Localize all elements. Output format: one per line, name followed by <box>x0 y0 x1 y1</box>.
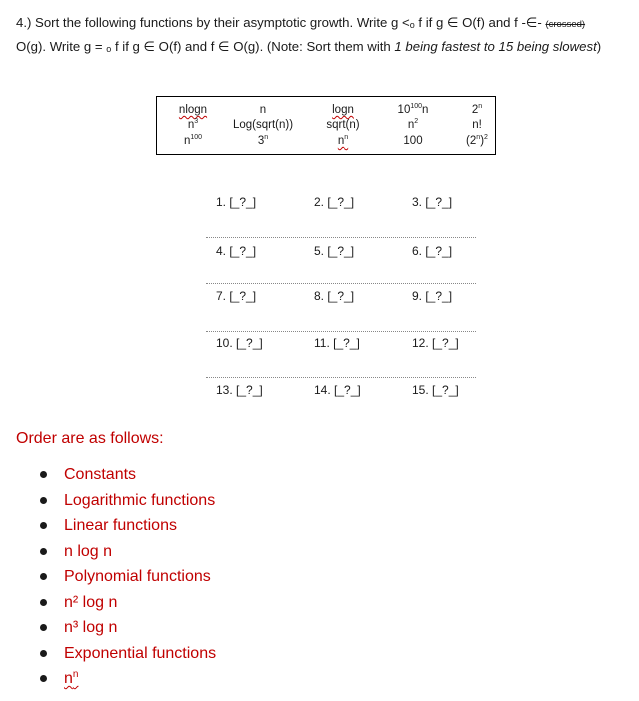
function-10-100-n: $10^{100}n$ <box>397 103 429 116</box>
ranking-slot[interactable]: 6. [_?_] <box>412 244 453 258</box>
crossed-note: (crossed) <box>545 19 586 30</box>
ranking-slot[interactable]: 15. [_?_] <box>412 383 459 397</box>
function-n100: $n^{100}$ <box>183 134 203 147</box>
ranking-slot[interactable]: 10. [_?_] <box>216 336 263 350</box>
ranking-slot[interactable]: 2. [_?_] <box>314 195 355 209</box>
function-sqrt-n: sqrt(n) <box>326 119 360 131</box>
small-o-symbol: o <box>409 20 415 30</box>
functions-table <box>156 96 496 155</box>
ranking-slot[interactable]: 13. [_?_] <box>216 383 263 397</box>
bullet-icon <box>40 522 47 529</box>
bullet-icon <box>40 675 47 682</box>
function-log-sqrt-n: Log(sqrt(n)) <box>232 119 294 131</box>
list-item: Constants <box>38 465 216 491</box>
list-item: n log n <box>38 542 216 568</box>
function-2-n: 2$^n$ <box>471 103 483 116</box>
question-line-2: O(g). Write g = $_o$ f if g ∈ O(f) and f ∈ O(g). (Note: Sort them with 1 being fastest to 15 being slowest) <box>16 39 602 54</box>
ranking-slot[interactable]: 4. [_?_] <box>216 244 257 258</box>
ranking-slot[interactable]: 5. [_?_] <box>314 244 355 258</box>
list-item: Exponential functions <box>38 644 216 670</box>
note-italic: 1 being fastest to 15 being slowest <box>394 39 597 54</box>
ranking-slot[interactable]: 7. [_?_] <box>216 289 257 303</box>
list-item: n³ log n <box>38 618 216 644</box>
list-item: $n^n$ <box>38 669 216 695</box>
function-100: 100 <box>403 135 423 147</box>
function-n2: $n^2$ <box>407 118 419 131</box>
bullet-icon <box>40 497 47 504</box>
order-heading: Order are as follows: <box>16 430 164 447</box>
divider <box>206 331 476 332</box>
ranking-slot[interactable]: 14. [_?_] <box>314 383 361 397</box>
bullet-icon <box>40 599 47 606</box>
list-item: Polynomial functions <box>38 567 216 593</box>
ranking-slot[interactable]: 9. [_?_] <box>412 289 453 303</box>
question-text <box>16 12 628 60</box>
function-n: n <box>259 104 267 116</box>
divider <box>206 377 476 378</box>
bullet-icon <box>40 650 47 657</box>
function-logn: logn <box>332 104 354 116</box>
question-line-1: 4.) Sort the following functions by their asymptotic growth. Write $g <_o$ f if g ∈ O(f) and f -∈- (crossed) <box>16 15 586 30</box>
function-3-n: 3$^n$ <box>257 134 269 147</box>
ranking-slot[interactable]: 1. [_?_] <box>216 195 257 209</box>
function-n-n: $n^n$ <box>337 134 349 147</box>
list-item: Logarithmic functions <box>38 491 216 517</box>
function-nlogn: nlogn <box>178 104 208 116</box>
bullet-icon <box>40 548 47 555</box>
function-2-n-squared: $(2^n)^2$ <box>466 134 488 147</box>
list-item: n² log n <box>38 593 216 619</box>
function-n-factorial: n! <box>472 119 482 131</box>
small-o-symbol: o <box>106 44 112 54</box>
bullet-icon <box>40 471 47 478</box>
divider <box>206 283 476 284</box>
ranking-slot[interactable]: 3. [_?_] <box>412 195 453 209</box>
divider <box>206 237 476 238</box>
function-n3: $n^3$ <box>187 118 199 131</box>
ranking-slot[interactable]: 12. [_?_] <box>412 336 459 350</box>
ranking-slot[interactable]: 8. [_?_] <box>314 289 355 303</box>
list-item: Linear functions <box>38 516 216 542</box>
order-list <box>38 465 216 695</box>
ranking-slot[interactable]: 11. [_?_] <box>314 336 360 350</box>
bullet-icon <box>40 624 47 631</box>
bullet-icon <box>40 573 47 580</box>
